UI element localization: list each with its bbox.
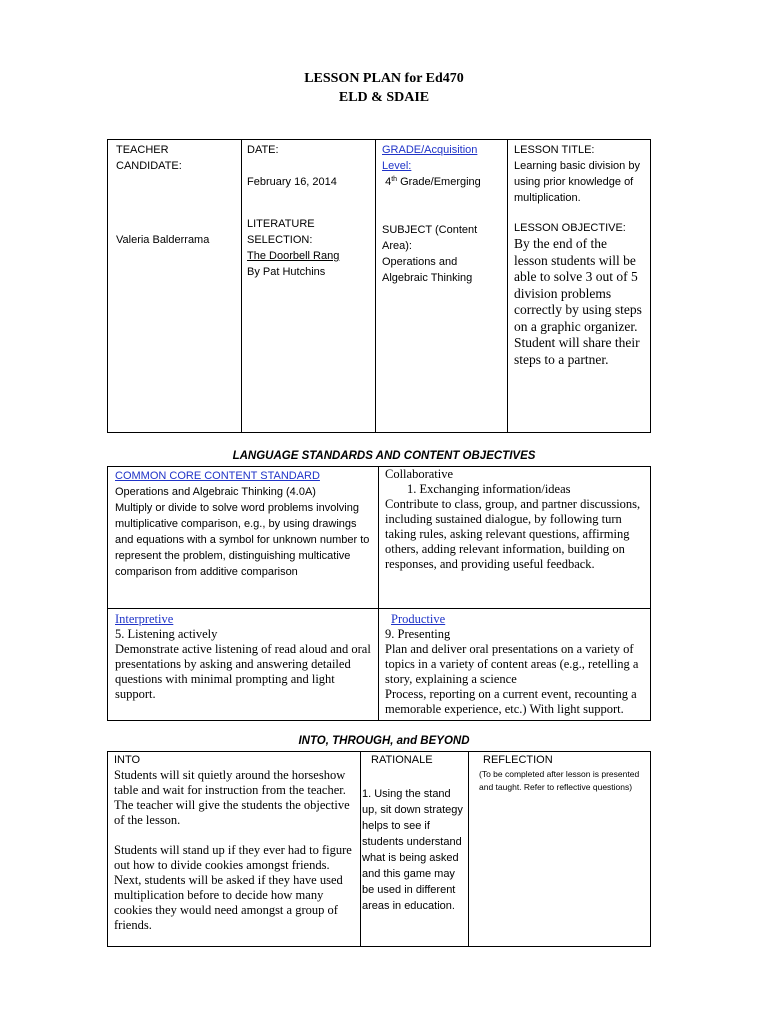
interpretive-item: 5. Listening actively: [115, 627, 218, 641]
into-label: INTO: [114, 754, 141, 766]
common-core-cell: [108, 467, 379, 609]
grade-rest: Grade/Emerging: [397, 176, 481, 188]
interpretive-label: Interpretive: [115, 612, 174, 626]
rationale-cell: [361, 752, 469, 947]
interpretive-cell: [108, 609, 379, 721]
date-label: DATE:: [247, 144, 279, 156]
into-paragraph-1: Students will sit quietly around the horseshow table and wait for instruction from the teacher. The teacher will give the students the objective of the lesson.: [114, 768, 350, 827]
common-core-text: Multiply or divide to solve word problems involving multiplicative comparison, e.g., by using drawings and equations with a symbol for unknown number to represent the problem, distinguishing multicative comparison from additive comparison: [115, 502, 370, 578]
grade-value: [382, 174, 501, 190]
itb-table: [107, 751, 651, 947]
collaborative-text: Contribute to class, group, and partner discussions, including sustained dialogue, by following turn taking rules, asking relevant questions, affirming others, adding relevant information, building on responses, and providing useful feedback.: [385, 497, 641, 571]
grade-cell: [376, 140, 508, 433]
interpretive-text: Demonstrate active listening of read aloud and oral presentations by asking and answering detailed questions with minimal prompting and light support.: [115, 642, 371, 701]
collaborative-label: Collaborative: [385, 467, 454, 481]
into-paragraph-2: Students will stand up if they ever had to figure out how to divide cookies amongst friends. Next, students will be asked if they have used multiplication before to decide how many cookies they would need amongst a group of friends.: [114, 843, 352, 932]
subject-label: SUBJECT (Content Area):: [382, 224, 478, 252]
common-core-heading: Operations and Algebraic Thinking (4.0A): [115, 486, 316, 498]
lesson-title-label: LESSON TITLE:: [514, 144, 595, 156]
itb-section-title: INTO, THROUGH, and BEYOND: [298, 735, 470, 747]
literature-title: The Doorbell Rang: [247, 250, 340, 262]
productive-cell: [379, 609, 651, 721]
standards-section-title: LANGUAGE STANDARDS AND CONTENT OBJECTIVES: [232, 450, 536, 462]
productive-text-2: Process, reporting on a current event, recounting a memorable experience, etc.) With light support.: [385, 687, 637, 716]
grade-label: GRADE/Acquisition Level:: [382, 144, 478, 172]
rationale-text: 1. Using the stand up, sit down strategy helps to see if students understand what is being asked and this game may be used in different areas in education.: [362, 788, 463, 912]
reflection-note: (To be completed after lesson is presented and taught. Refer to reflective questions): [479, 769, 640, 792]
lesson-cell: [508, 140, 651, 433]
rationale-label: RATIONALE: [371, 754, 433, 766]
teacher-label: TEACHER CANDIDATE:: [116, 144, 182, 172]
page-title: LESSON PLAN for Ed470: [304, 71, 464, 86]
grade-num: 4: [385, 176, 392, 188]
reflection-label: REFLECTION: [483, 754, 553, 766]
lesson-title-value: Learning basic division by using prior knowledge of multiplication.: [514, 160, 640, 204]
collaborative-item: 1. Exchanging information/ideas: [407, 482, 571, 496]
teacher-cell: [108, 140, 242, 433]
literature-label: LITERATURE SELECTION:: [247, 218, 315, 246]
common-core-label: COMMON CORE CONTENT STANDARD: [115, 470, 320, 482]
date-value: February 16, 2014: [247, 176, 337, 188]
standards-table: [107, 466, 651, 721]
lesson-info-table: [107, 139, 651, 433]
productive-item: 9. Presenting: [385, 627, 451, 641]
collaborative-cell: [379, 467, 651, 609]
reflection-cell: [469, 752, 651, 947]
literature-author: By Pat Hutchins: [247, 266, 326, 278]
into-cell: [108, 752, 361, 947]
productive-text: Plan and deliver oral presentations on a variety of topics in a variety of content areas (e.g., retelling a story, explaining a science: [385, 642, 639, 686]
page-subtitle: ELD & SDAIE: [338, 90, 430, 105]
objective-label: LESSON OBJECTIVE:: [514, 222, 626, 234]
subject-value: Operations and Algebraic Thinking: [382, 256, 473, 284]
grade-sup: th: [391, 176, 398, 183]
teacher-name: Valeria Balderrama: [116, 234, 210, 246]
productive-label: Productive: [391, 612, 446, 626]
date-cell: [242, 140, 376, 433]
objective-value: By the end of the lesson students will be able to solve 3 out of 5 division problems correctly by using steps on a graphic organizer. Student will share their steps to a partner.: [514, 236, 642, 367]
